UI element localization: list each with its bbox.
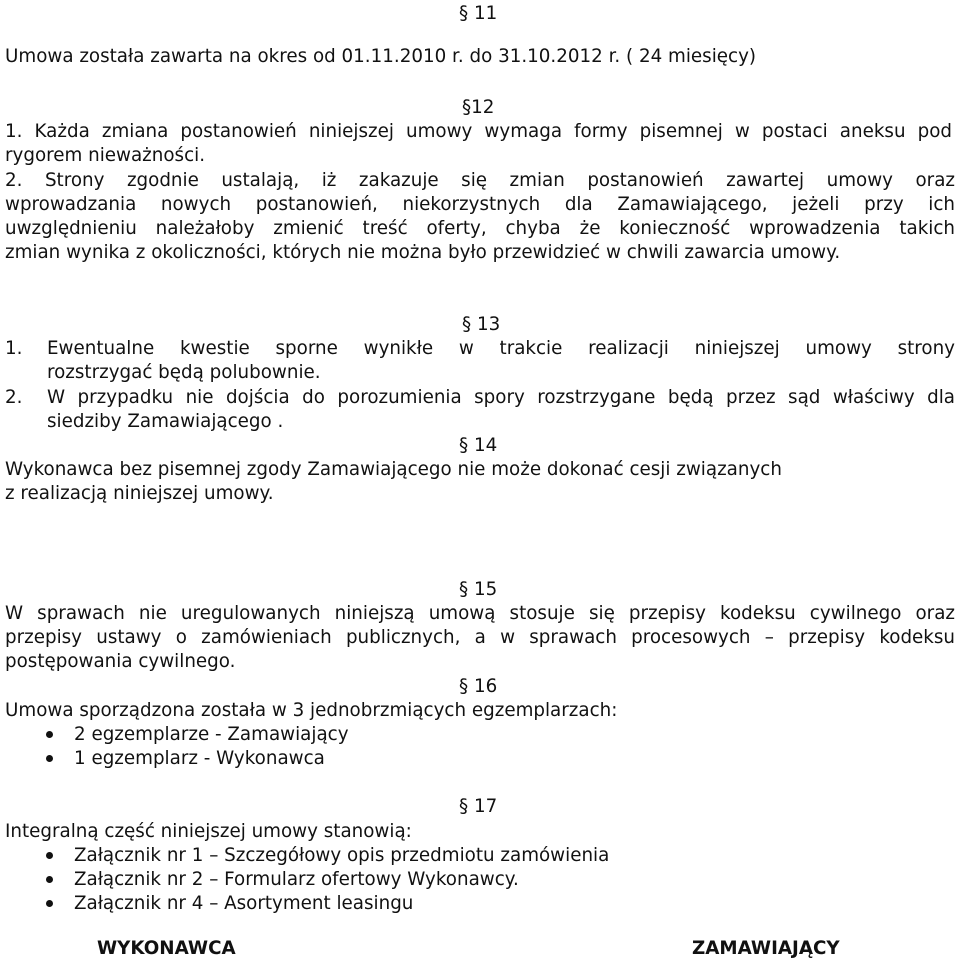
section-13-num-1: 1. <box>5 338 23 359</box>
section-15-line2: przepisy ustawy o zamówieniach publicznych, a w sprawach procesowych – przepisy kodeksu <box>5 627 955 648</box>
section-15-line3: postępowania cywilnego. <box>5 651 236 672</box>
section-12-p2-line3: uwzględnieniu należałoby zmienić treść oferty, chyba że konieczność wprowadzenia takich <box>5 218 955 239</box>
section-16-item-1: 2 egzemplarze - Zamawiający <box>74 724 349 745</box>
section-17-item-3: Załącznik nr 4 – Asortyment leasingu <box>74 893 414 914</box>
bullet-icon <box>46 900 53 907</box>
section-14-heading: § 14 <box>459 435 498 456</box>
section-13-p1-line2: rozstrzygać będą polubownie. <box>47 362 321 383</box>
section-15-line1: W sprawach nie uregulowanych niniejszą umową stosuje się przepisy kodeksu cywilnego oraz <box>5 603 955 624</box>
bullet-icon <box>46 755 53 762</box>
section-16-item-2: 1 egzemplarz - Wykonawca <box>74 748 325 769</box>
section-12-p1-line1: 1. Każda zmiana postanowień niniejszej umowy wymaga formy pisemnej w postaci aneksu pod <box>5 121 952 142</box>
section-16-intro: Umowa sporządzona została w 3 jednobrzmiących egzemplarzach: <box>5 700 618 721</box>
section-17-intro: Integralną część niniejszej umowy stanowią: <box>5 821 412 842</box>
section-13-num-2: 2. <box>5 387 23 408</box>
section-12-p1-line2: rygorem nieważności. <box>5 145 206 166</box>
section-13-p2-line1: W przypadku nie dojścia do porozumienia spory rozstrzygane będą przez sąd właściwy dla <box>47 387 955 408</box>
section-11-text: Umowa została zawarta na okres od 01.11.2010 r. do 31.10.2012 r. ( 24 miesięcy) <box>5 46 757 67</box>
section-14-line2: z realizacją niniejszej umowy. <box>5 483 274 504</box>
section-14-line1: Wykonawca bez pisemnej zgody Zamawiającego nie może dokonać cesji związanych <box>5 459 782 480</box>
bullet-icon <box>46 852 53 859</box>
section-11-heading: § 11 <box>459 3 498 24</box>
section-17-item-2: Załącznik nr 2 – Formularz ofertowy Wykonawcy. <box>74 869 519 890</box>
section-12-p2-line2: wprowadzania nowych postanowień, niekorzystnych dla Zamawiającego, jeżeli przy ich <box>5 194 955 215</box>
section-12-heading: §12 <box>462 97 495 118</box>
section-17-item-1: Załącznik nr 1 – Szczegółowy opis przedmiotu zamówienia <box>74 845 610 866</box>
section-16-heading: § 16 <box>459 676 498 697</box>
section-13-p2-line2: siedziby Zamawiającego . <box>47 411 284 432</box>
signature-contractor: WYKONAWCA <box>97 938 236 959</box>
section-12-p2-line1: 2. Strony zgodnie ustalają, iż zakazuje się zmian postanowień zawartej umowy oraz <box>5 170 955 191</box>
section-13-p1-line1: Ewentualne kwestie sporne wynikłe w trakcie realizacji niniejszej umowy strony <box>47 338 955 359</box>
section-17-heading: § 17 <box>459 796 498 817</box>
bullet-icon <box>46 876 53 883</box>
section-12-p2-line4: zmian wynika z okoliczności, których nie można było przewidzieć w chwili zawarcia umowy. <box>5 242 841 263</box>
signature-ordering-party: ZAMAWIAJĄCY <box>692 938 840 959</box>
section-13-heading: § 13 <box>462 314 501 335</box>
section-15-heading: § 15 <box>459 579 498 600</box>
bullet-icon <box>46 731 53 738</box>
